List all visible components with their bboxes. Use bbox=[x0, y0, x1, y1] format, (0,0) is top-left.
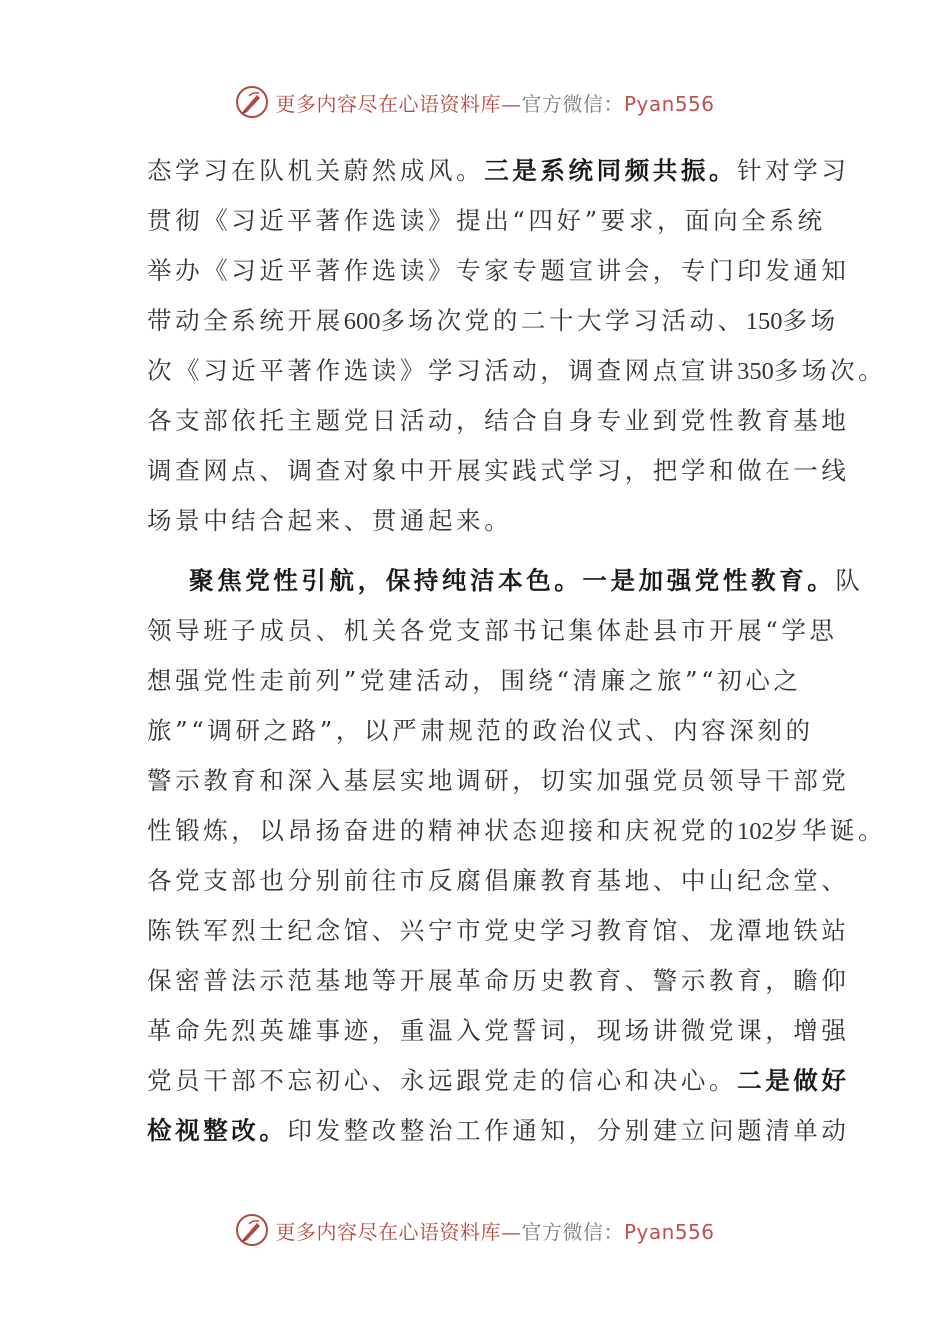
banner-brand: 更多内容尽在心语资料库 bbox=[275, 91, 501, 116]
text-line bbox=[147, 1056, 850, 1106]
banner-text bbox=[275, 1216, 714, 1245]
footer-banner bbox=[0, 1208, 950, 1252]
number: 150 bbox=[745, 308, 783, 335]
text-line bbox=[147, 296, 839, 346]
document-body bbox=[147, 146, 887, 1156]
text-run: 次《习近平著作选读》学习活动，调查网点宣讲 bbox=[147, 356, 738, 385]
bold-heading: 聚焦党性引航，保持纯洁本色。 bbox=[189, 566, 583, 595]
text-line: 旅”“调研之路”，以严肃规范的政治仪式、内容深刻的 bbox=[147, 716, 814, 745]
text-run: 性锻炼，以昂扬奋进的精神状态迎接和庆祝党的 bbox=[147, 816, 738, 845]
banner-brand: 更多内容尽在心语资料库 bbox=[275, 1219, 501, 1244]
text-run: 队 bbox=[835, 566, 864, 595]
text-line: 保密普法示范基地等开展革命历史教育、警示教育，瞻仰 bbox=[147, 966, 850, 995]
text-line: 调查网点、调查对象中开展实践式学习，把学和做在一线 bbox=[147, 456, 850, 485]
pen-logo-icon bbox=[235, 1213, 269, 1247]
text-line: 想强党性走前列”党建活动，围绕“清廉之旅”“初心之 bbox=[147, 666, 802, 695]
text-line: 举办《习近平著作选读》专家专题宣讲会，专门印发通知 bbox=[147, 256, 850, 285]
banner-dash: — bbox=[500, 1219, 522, 1244]
text-line bbox=[147, 346, 887, 396]
paragraph-gap bbox=[147, 546, 819, 556]
banner-dash: — bbox=[500, 91, 522, 116]
banner-wechat-label: 官方微信： bbox=[521, 91, 624, 116]
paragraph-2 bbox=[147, 556, 887, 1156]
number: 350 bbox=[737, 358, 774, 385]
text-line: 陈铁军烈士纪念馆、兴宁市党史学习教育馆、龙潭地铁站 bbox=[147, 916, 850, 945]
text-run: 岁华诞。 bbox=[773, 816, 887, 845]
text-line: 革命先烈英雄事迹，重温入党誓词，现场讲微党课，增强 bbox=[147, 1016, 850, 1045]
text-line: 警示教育和深入基层实地调研，切实加强党员领导干部党 bbox=[147, 766, 850, 795]
bold-heading: 检视整改。 bbox=[147, 1116, 288, 1145]
text-line: 领导班子成员、机关各党支部书记集体赴县市开展“学思 bbox=[147, 616, 838, 645]
text-run: 多场 bbox=[782, 306, 839, 335]
text-line bbox=[147, 556, 864, 606]
text-line bbox=[147, 806, 887, 856]
pen-logo-icon bbox=[235, 85, 269, 119]
text-run: 党员干部不忘初心、永远跟党走的信心和决心。 bbox=[147, 1066, 738, 1095]
bold-heading: 一是加强党性教育。 bbox=[582, 566, 836, 595]
number: 600 bbox=[343, 308, 381, 335]
text-line: 各党支部也分别前往市反腐倡廉教育基地、中山纪念堂、 bbox=[147, 866, 850, 895]
text-run: 印发整改整治工作通知，分别建立问题清单动 bbox=[287, 1116, 850, 1145]
text-line: 场景中结合起来、贯通起来。 bbox=[147, 506, 513, 535]
text-run: 多场次。 bbox=[773, 356, 887, 385]
bold-heading: 二是做好 bbox=[737, 1066, 850, 1095]
number: 102 bbox=[737, 818, 774, 845]
bold-heading: 三是系统同频共振。 bbox=[484, 156, 738, 185]
text-run: 多场次党的二十大学习活动、 bbox=[380, 306, 746, 335]
banner-wechat-label: 官方微信： bbox=[521, 1219, 624, 1244]
banner-text bbox=[275, 88, 714, 117]
text-run: 态学习在队机关蔚然成风。 bbox=[147, 156, 485, 185]
header-banner bbox=[0, 80, 950, 124]
text-run: 带动全系统开展 bbox=[147, 306, 344, 335]
paragraph-1 bbox=[147, 146, 887, 546]
banner-wechat-id: Pyan556 bbox=[623, 91, 715, 116]
text-line bbox=[147, 146, 850, 196]
text-line: 各支部依托主题党日活动，结合自身专业到党性教育基地 bbox=[147, 406, 850, 435]
text-line bbox=[147, 1106, 850, 1156]
text-run: 针对学习 bbox=[737, 156, 850, 185]
banner-wechat-id: Pyan556 bbox=[623, 1219, 715, 1244]
text-line: 贯彻《习近平著作选读》提出“四好”要求，面向全系统 bbox=[147, 206, 826, 235]
